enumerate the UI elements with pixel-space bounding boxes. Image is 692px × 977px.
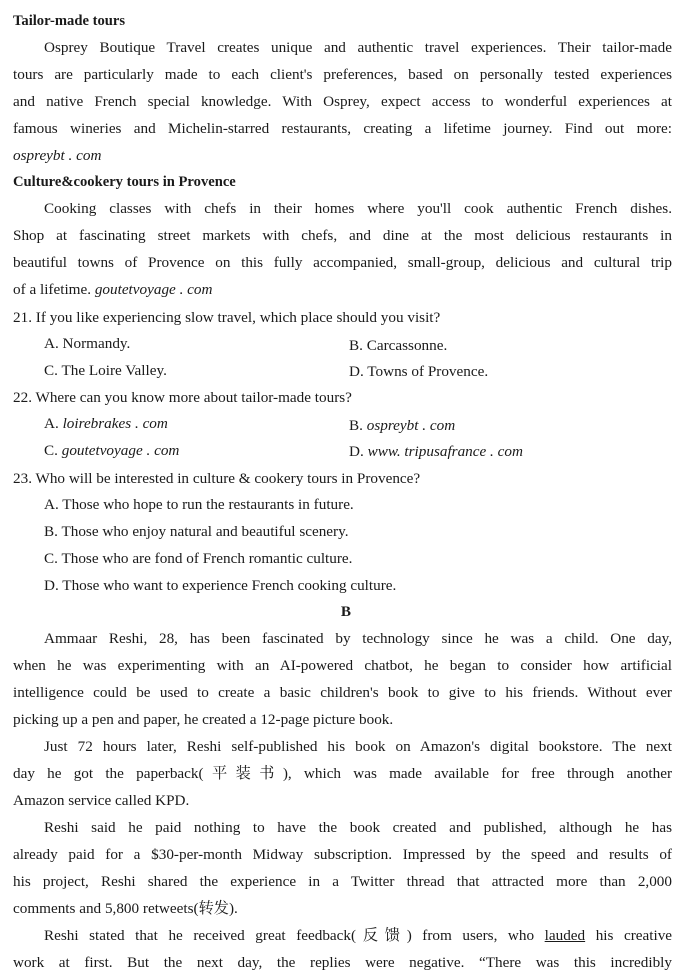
q22-option-c [44, 441, 179, 461]
q23-option-c: C. Those who are fond of French romantic culture. [44, 550, 353, 567]
q22-url-b: ospreybt . com [366, 417, 456, 434]
question-21: 21. If you like experiencing slow travel, which place should you visit? [13, 309, 441, 326]
question-22: 22. Where can you know more about tailor-made tours? [13, 389, 352, 406]
culture-line-3: beautiful towns of Provence on this fully accompanied, small-group, delicious and cultural trip [13, 254, 672, 271]
b-para2-line-3: Amazon service called KPD. [13, 792, 190, 809]
tailor-line-1: Osprey Boutique Travel creates unique and authentic travel experiences. Their tailor-made [44, 39, 672, 56]
tailor-line-3: and native French special knowledge. With Osprey, expect access to wonderful experiences at [13, 93, 672, 110]
q22-letter-d: D. [349, 443, 364, 460]
q21-option-c: C. The Loire Valley. [44, 362, 167, 379]
b-para4-line-1 [44, 926, 672, 946]
q21-option-d: D. Towns of Provence. [349, 363, 489, 380]
b-para4-line-2: work at first. But the next day, the replies were negative. “There was this incredibly [13, 954, 672, 971]
b-para3-line-4: comments and 5,800 retweets(转发). [13, 900, 238, 917]
tailor-url: ospreybt . com [13, 147, 102, 164]
q22-url-c: goutetvoyage . com [61, 442, 180, 459]
b-para1-line-3: intelligence could be used to create a basic children's book to give to his friends. Without ever [13, 684, 672, 701]
q21-option-b: B. Carcassonne. [349, 337, 448, 354]
b-para2-line-1: Just 72 hours later, Reshi self-published his book on Amazon's digital bookstore. The next [44, 738, 672, 755]
b-para1-line-1: Ammaar Reshi, 28, has been fascinated by technology since he was a child. One day, [44, 630, 672, 647]
tailor-heading: Tailor-made tours [13, 13, 126, 29]
q23-option-d: D. Those who want to experience French cooking culture. [44, 577, 397, 594]
q22-url-a: loirebrakes . com [62, 415, 168, 432]
q22-option-a [44, 414, 168, 434]
b-para2-line-2: day he got the paperback(平装书), which was made available for free through another [13, 765, 672, 782]
q23-option-b: B. Those who enjoy natural and beautiful scenery. [44, 523, 349, 540]
culture-last-text: of a lifetime. [13, 281, 92, 298]
b-para3-line-1: Reshi said he paid nothing to have the book created and published, although he has [44, 819, 672, 836]
b-para1-line-4: picking up a pen and paper, he created a 12-page picture book. [13, 711, 394, 728]
b-para3-line-3: his project, Reshi shared the experience in a Twitter thread that attracted more than 2,000 [13, 873, 672, 890]
section-b-label: B [340, 603, 352, 620]
b-para4-underlined-word: lauded [544, 927, 586, 944]
q22-url-d: www. tripusafrance . com [367, 443, 523, 460]
culture-url: goutetvoyage . com [94, 281, 213, 298]
question-23: 23. Who will be interested in culture & cookery tours in Provence? [13, 470, 421, 487]
q22-letter-a: A. [44, 415, 59, 432]
b-para4-start: Reshi stated that he received great feedback(反馈) from users, who [44, 927, 535, 944]
culture-heading: Culture&cookery tours in Provence [13, 174, 236, 190]
q21-option-a: A. Normandy. [44, 335, 131, 352]
q23-option-a: A. Those who hope to run the restaurants in future. [44, 496, 354, 513]
culture-line-2: Shop at fascinating street markets with chefs, and dine at the most delicious restaurants in [13, 227, 672, 244]
q22-letter-b: B. [349, 417, 363, 434]
culture-line-4 [13, 280, 672, 300]
b-para4-end: his creative [595, 927, 673, 944]
tailor-line-2: tours are particularly made to each client's preferences, based on personally tested experiences [13, 66, 672, 83]
q22-option-d [349, 442, 523, 462]
q22-letter-c: C. [44, 442, 58, 459]
tailor-line-4: famous wineries and Michelin-starred restaurants, creating a lifetime journey. Find out more: [13, 120, 672, 137]
culture-line-1: Cooking classes with chefs in their homes where you'll cook authentic French dishes. [44, 200, 672, 217]
b-para3-line-2: already paid for a $30-per-month Midway subscription. Impressed by the speed and results of [13, 846, 672, 863]
b-para1-line-2: when he was experimenting with an AI-powered chatbot, he began to consider how artificial [13, 657, 672, 674]
q22-option-b [349, 416, 455, 436]
